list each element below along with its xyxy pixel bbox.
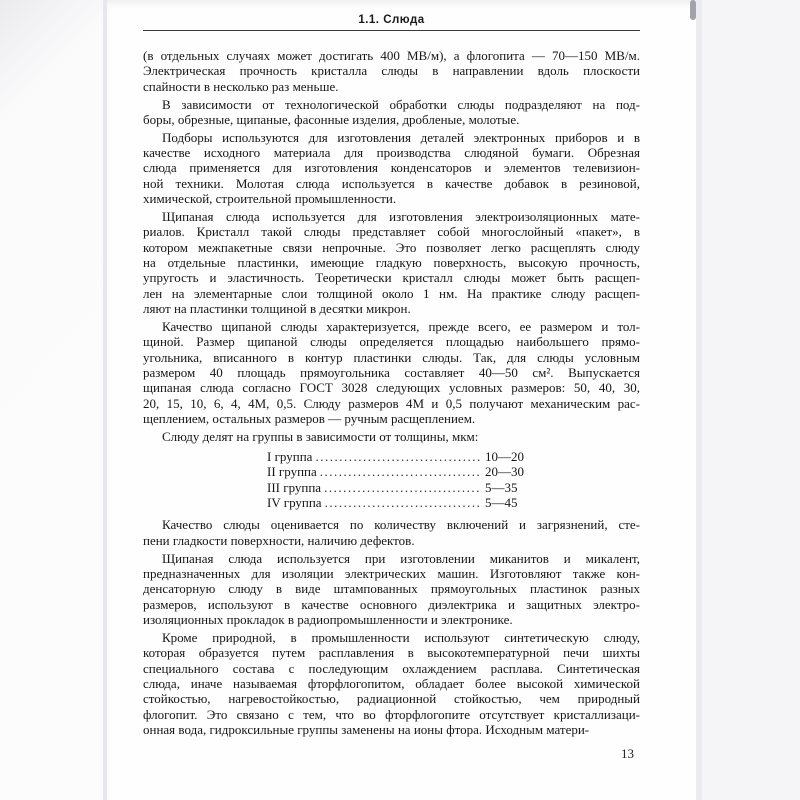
list-row xyxy=(267,480,529,495)
text-line: упругость и эластичность. Теоретически кристалл слюды может быть расщеп- xyxy=(143,270,640,286)
text-line: размером 40 площадь прямоугольника составляет 40—50 см². Выпускается xyxy=(143,364,640,380)
page-content xyxy=(143,0,640,762)
running-header: 1.1. Слюда xyxy=(358,14,425,26)
text-line: стойкостью, нагревостойкостью, радиационной стойкостью, чем природный xyxy=(143,691,640,707)
text-line: слюда, иначе называемая фторфлогопитом, обладает более высокой химической xyxy=(143,675,640,691)
text-line: слюда применяется для изготовления конденсаторов и элементов телевизион- xyxy=(143,160,640,176)
text-line: Качество щипаной слюды характеризуется, прежде всего, ее размером и тол- xyxy=(162,318,640,334)
text-line: Щипаная слюда используется при изготовлении миканитов и микалент, xyxy=(162,550,640,566)
text-line: размеров, используют в качестве основного диэлектрика и защитных электро- xyxy=(143,596,640,612)
text-line: боры, обрезные, щипаные, фасонные изделия, дробленые, молотые. xyxy=(143,111,520,127)
paragraph xyxy=(143,630,640,737)
text-line: угольника, вписанного в контур пластинки слюды. Так, для слюды условным xyxy=(143,349,640,365)
list-row-value: 20—30 xyxy=(485,464,524,480)
text-line: пени гладкости поверхности, наличию дефектов. xyxy=(143,532,415,548)
text-line: флогопит. Это связано с тем, что во фторфлогопите отсутствует кристаллизаци- xyxy=(143,706,640,722)
list-row-value: 5—45 xyxy=(485,495,518,511)
text-line: котором межпакетные связи непрочные. Это позволяет легко расщеплять слюду xyxy=(143,239,640,255)
text-line: предназначенных для изоляции электрических машин. Изготовляют также кон- xyxy=(143,566,640,581)
text-line: щиной. Размер щипаной слюды определяется площадью наибольшего прямо- xyxy=(143,334,640,350)
dot-leader xyxy=(324,480,481,495)
list-row xyxy=(267,449,529,464)
list-row-value: 10—20 xyxy=(485,449,524,465)
text-line: на отдельные пластинки, имеющие гладкую поверхность, высокую прочность, xyxy=(143,254,640,270)
paragraph xyxy=(143,429,640,444)
paragraph xyxy=(143,130,640,207)
text-line: Подборы используются для изготовления деталей электронных приборов и в xyxy=(162,129,640,145)
text-line: химической, строительной промышленности. xyxy=(143,191,397,207)
list-row-label: I группа xyxy=(267,449,313,465)
paragraph xyxy=(143,319,640,426)
text-line: Щипаная слюда используется для изготовления электроизоляционных мате- xyxy=(162,208,640,224)
body-text xyxy=(143,48,640,737)
header-rule xyxy=(143,30,640,31)
dot-leader xyxy=(325,495,481,510)
text-line: которая образуется путем расплавления в высокотемпературной печи шихты xyxy=(143,645,640,661)
paragraph xyxy=(143,209,640,316)
paragraph xyxy=(143,517,640,548)
text-line: щипаная слюда согласно ГОСТ 3028 следующих условных размеров: 50, 40, 30, xyxy=(143,380,640,396)
scrollbar-thumb[interactable] xyxy=(690,0,696,20)
list-row-label: III группа xyxy=(267,479,322,495)
text-line: Кроме природной, в промышленности используют синтетическую слюду, xyxy=(162,629,640,645)
list-row-label: IV группа xyxy=(267,495,322,511)
list-row xyxy=(267,464,529,479)
text-line: В зависимости от технологической обработки слюды подразделяют на под- xyxy=(162,96,640,112)
text-line: лен на элементарные слои толщиной около 1 нм. На практике слюду расщеп- xyxy=(143,285,640,301)
dot-leader xyxy=(315,449,481,464)
text-line: риалов. Кристалл такой слюды представляет собой многослойный «пакет», в xyxy=(143,224,640,240)
text-line: щеплением, остальных размеров — ручным расщеплением. xyxy=(143,410,476,426)
text-line: 20, 15, 10, 6, 4, 4М, 0,5. Слюду размеров 4М и 0,5 получают механическим рас- xyxy=(143,395,640,411)
text-line: качестве исходного материала для производства слюдяной бумаги. Обрезная xyxy=(143,145,640,161)
text-line: изоляционных прокладок в радиопромышленности и электронике. xyxy=(143,612,513,628)
text-line: Слюду делят на группы в зависимости от толщины, мкм: xyxy=(162,428,479,444)
text-line: (в отдельных случаях может достигать 400 МВ/м), а флогопита — 70—150 МВ/м. xyxy=(143,48,640,63)
text-line: спайности в несколько раз меньше. xyxy=(143,78,339,94)
text-line: Качество слюды оценивается по количеству включений и загрязнений, сте- xyxy=(162,517,640,533)
document-page xyxy=(103,0,702,800)
text-line: специального состава с последующим охлаждением расплава. Синтетическая xyxy=(143,660,640,676)
text-line: ляют на пластинки толщиной в десятки микрон. xyxy=(143,301,411,316)
list-row-label: II группа xyxy=(267,464,317,480)
text-line: денсаторную слюду в виде штампованных прямоугольных пластинок разных xyxy=(143,581,640,597)
list-row-value: 5—35 xyxy=(485,479,518,495)
viewer-left-gutter xyxy=(0,0,103,800)
text-line: ной техники. Молотая слюда используется в качестве добавок в резиновой, xyxy=(143,175,640,191)
thickness-group-list xyxy=(267,449,529,510)
text-line: Электрическая прочность кристалла слюды в направлении вдоль плоскости xyxy=(143,63,640,79)
paragraph xyxy=(143,551,640,628)
viewer-right-gutter xyxy=(702,0,800,800)
text-line: онная вода, гидроксильные группы заменены на ионы фтора. Исходным матери- xyxy=(143,721,590,737)
page-number: 13 xyxy=(621,746,634,762)
paragraph xyxy=(143,97,640,128)
list-row xyxy=(267,495,529,510)
dot-leader xyxy=(320,464,481,479)
paragraph xyxy=(143,48,640,94)
